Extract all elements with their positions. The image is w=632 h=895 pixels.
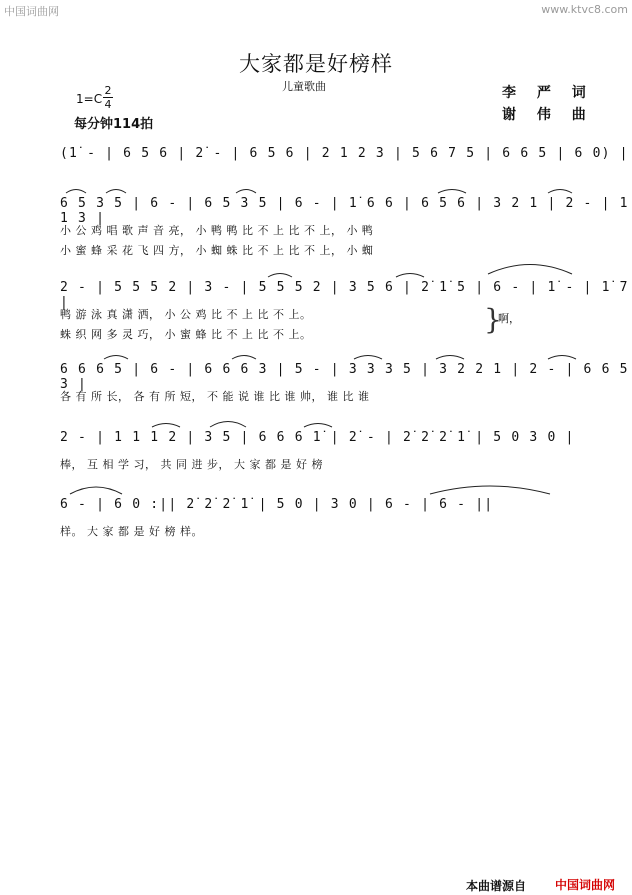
lyric-verse-1: 棒， 互 相 学 习， 共 同 进 步， 大 家 都 是 好 榜 [60, 458, 323, 471]
shared-lyric-aside: 啊， [498, 312, 520, 325]
meter-numerator: 2 [104, 84, 112, 97]
lyric-verse-2: 小 蜜 蜂 采 花 飞 四 方， 小 蜘 蛛 比 不 上 比 不 上， 小 蜘 [60, 244, 374, 257]
slur-mark [268, 274, 292, 278]
slur-mark [232, 356, 256, 360]
lyricist-credit: 李 严 词 [502, 85, 594, 101]
lyric-verse-1: 样。 大 家 都 是 好 榜 样。 [60, 525, 203, 538]
song-genre: 儿童歌曲 [282, 80, 326, 93]
verse-brace: } [484, 303, 502, 336]
slur-mark [152, 424, 180, 428]
notation-line: 6 6 6 5 | 6 - | 6 6 6 3 | 5 - | 3 3 3 5 | 3 2 2 1 | 2 - | 6 6 5 3 | [60, 362, 629, 392]
footer-brand: 中国词曲网 [555, 878, 616, 892]
footer-source-note: 本曲谱源自 [466, 879, 527, 893]
meter-denominator: 4 [104, 98, 112, 111]
slur-mark [354, 356, 382, 360]
watermark-site-url: www.ktvc8.com [541, 3, 628, 16]
song-title: 大家都是好榜样 [239, 52, 393, 76]
slur-mark [438, 190, 466, 194]
slur-mark [106, 190, 126, 194]
slur-mark [430, 486, 550, 494]
key-signature: 1=C [76, 92, 103, 106]
slur-mark [548, 356, 576, 360]
notation-line: 6 5 3 5 | 6 - | 6 5 3 5 | 6 - | 1̇ 6 6 | 6 5 6 | 3 2 1 | 2 - | 1 1 3 | [60, 196, 629, 226]
watermark-site-name: 中国词曲网 [4, 5, 59, 18]
lyric-verse-1: 鸭 游 泳 真 潇 洒， 小 公 鸡 比 不 上 比 不 上。 [60, 308, 312, 321]
slur-mark [488, 265, 572, 275]
lyric-verse-1: 各 有 所 长， 各 有 所 短， 不 能 说 谁 比 谁 帅， 谁 比 谁 [60, 390, 370, 403]
slur-mark [66, 190, 86, 194]
slur-mark [104, 356, 128, 360]
lyric-verse-1: 小 公 鸡 唱 歌 声 音 亮， 小 鸭 鸭 比 不 上 比 不 上， 小 鸭 [60, 224, 374, 237]
lyric-verse-2: 蛛 织 网 多 灵 巧， 小 蜜 蜂 比 不 上 比 不 上。 [60, 328, 312, 341]
tempo-marking: 每分钟114拍 [74, 117, 154, 132]
slur-mark [236, 190, 256, 194]
notation-line: 2 - | 5 5 5 2 | 3 - | 5 5 5 2 | 3 5 6 | 2̇ 1̇ 5 | 6 - | 1̇ - | 1̇ 7 | [60, 280, 629, 310]
slur-mark [304, 424, 332, 428]
slur-mark [396, 274, 424, 278]
notation-line: 6 - | 6 0 :|| 2̇ 2̇ 2̇ 1̇ | 5 0 | 3 0 | 6 - | 6 - || [60, 497, 494, 512]
slur-mark [70, 487, 122, 494]
slur-mark [548, 190, 572, 194]
notation-line: (1̇ - | 6 5 6 | 2̇ - | 6 5 6 | 2 1 2 3 | 5 6 7 5 | 6 6 5 | 6 0) | [60, 146, 629, 161]
slur-mark [210, 422, 246, 428]
notation-line: 2 - | 1 1 1 2 | 3 5 | 6 6 6 1̇ | 2̇ - | 2̇ 2̇ 2̇ 1̇ | 5 0 3 0 | [60, 430, 575, 445]
composer-credit: 谢 伟 曲 [502, 107, 594, 123]
slur-mark [436, 356, 464, 360]
